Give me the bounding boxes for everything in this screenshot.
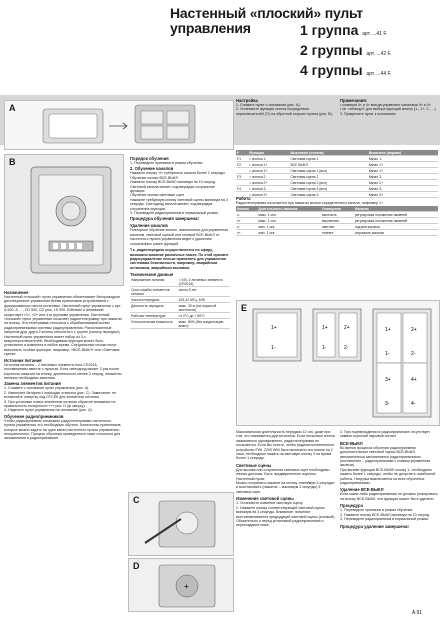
svg-text:1-: 1- [322, 345, 327, 351]
heading-radio: Обучение радиоприемников [4, 413, 64, 419]
function-table-header-cell: Функция [248, 150, 289, 156]
work-block [236, 196, 438, 236]
tech-cell: Дальность передачи [130, 303, 178, 313]
heading-save-scene: Изменение световой сцены [236, 496, 294, 502]
replace-steps: 1. Снимите с основания пульт управления (рис. A). 2. Извлеките батарею с помощью отвертки (рис. С). Замечание: не вставляйте отвертку под ОТСЕК для элементов питания. 3. При установке новых элементов питания обратите внимание на правильность полярности «+» рис. D (ф сверху). 4. Наденьте пульт управления на основание (рис. А). [4, 386, 116, 413]
figure-e-drawing [237, 301, 439, 425]
tech-row [130, 319, 230, 329]
figure-e: E 1+ 1- 1+ 2+ 1- 2- 1+ 2+ 1- 2- 3+ 4+ 3- 4- [236, 300, 440, 426]
function-table-cell: Канал 2- [368, 174, 438, 180]
tech-cell: макс. 30 м (на открытой местности) [178, 303, 230, 313]
function-table-header-cell: F [236, 150, 248, 156]
procedure-text: 1. Переведите приемник в режим обучения. 2. Нажмите кнопку ВСЕ-ВЫКЛ минимум на 10 секунд. 3. Переведите радиоприемник в нормальный режим. [340, 508, 430, 522]
work-table-cell: опускание жалюзи [354, 230, 438, 236]
heading-replace: Замена элементов питания [4, 381, 61, 387]
heading-procedure: Процедура [340, 503, 363, 509]
svg-text:2-: 2- [344, 345, 349, 351]
save-scene-text: 1. Установите значение световую сцену. 2. Нажмите кнопку соответствующей световой сцены минимум на 3 секунды. Внимание: значение восстанавливается предыдущей световой сцены (кнопкой). Обязательно и перед установкой радиоприемника и пересоздание ниже. [236, 501, 336, 528]
tech-row [130, 287, 230, 297]
function-table-cell: F2 [236, 162, 248, 168]
function-table-cell: = кнопка 2+ [248, 180, 289, 186]
order-step-3: 3. Переведите радиоприемник в нормальный режим. [130, 211, 219, 216]
function-table-cell: Световая сцена 2 [289, 174, 367, 180]
tech-cell: Напряжение питания [130, 277, 178, 287]
work-table-cell: мин. 1 сек. [257, 224, 321, 230]
work-table-cell: макс. 1 сек. [257, 218, 321, 224]
function-table-cell: F3 [236, 174, 248, 180]
tech-cell: макс. 80% (без конденсации влаги) [178, 319, 230, 329]
function-table-cell: F1 [236, 156, 248, 162]
work-table-cell: темнее [321, 230, 354, 236]
work-table [236, 206, 438, 236]
work-table-header-cell: Освещение [321, 206, 354, 212]
tech-row [130, 277, 230, 287]
order-done: Процедура обучения завершена! [130, 216, 199, 222]
function-table-cell: Канал 2+ [368, 180, 438, 186]
tech-cell: Частота передачи [130, 297, 178, 303]
svg-text:1-: 1- [271, 345, 276, 351]
work-table-cell: включить [321, 212, 354, 218]
function-table-cell: Световая сцена 3 (вкл) [289, 186, 367, 192]
setup-text: 1. Снимите пульт с основания (рис. А). 2. Установите функции кнопок посредством переключателей (☐) на обратной стороне пульта (рис. В). [236, 103, 333, 116]
delete-text: Повторное обучение кнопок, назначенных для управления каналом, световой сценой или кнопкой ВСЕ-ВЫКЛ от настенного пульта управления ведет к удалению сохраненных ранее функций. [130, 228, 229, 246]
power-text: Источник питания – 2 литиевых элемента типа CR2016, поставляемых вместе с пультом. Если светодиод мигает 3 раз после короткого нажатия на кнопку, длительность менее 2 секунд, элементы питания необходимо заменить. [4, 362, 122, 380]
tech-cell: Рабочая температура [130, 313, 178, 319]
page-title: Настенный «плоский» пульт управления [170, 5, 363, 36]
function-table [236, 150, 438, 198]
work-table-cell: светлее [321, 224, 354, 230]
function-table-cell: Канал 1- [368, 156, 438, 162]
figure-b-drawing [5, 155, 123, 285]
page-number: A 91 [412, 610, 423, 616]
figure-d: D + [128, 558, 234, 612]
figure-d-drawing [129, 559, 233, 611]
heading-notes: Примечания: [340, 98, 368, 103]
figure-b: B [4, 154, 124, 286]
function-table-cell: = кнопка 1+ [248, 162, 289, 168]
heading-purpose: Назначение [4, 290, 29, 295]
function-table-cell: Световая сцена 2 (вкл) [289, 180, 367, 186]
left-column [4, 290, 122, 441]
svg-text:2-: 2- [411, 351, 416, 357]
work-table-cell: выключить [321, 218, 354, 224]
function-table-cell: Канал 1+ [368, 168, 438, 174]
heading-power: Источник питания [4, 357, 42, 363]
work-table-cell: мин. 1 сек. [257, 230, 321, 236]
heading-tech: Технические данные [130, 272, 174, 278]
heading-delete: Удаление каналов [130, 223, 168, 229]
heading-training: 2. Обучение каналов [130, 166, 174, 172]
transmission-text: Максимальная длительность передачи 12 сек. даже при том, что нажимается другая кнопка. Если несколько кнопок нажимаются одновременно, радиотелеграмма не посылается. Если Вы хотите, чтобы радиоисполнительное устройство FWL 2200 WW было включено постоянно на 2 часа, необходимо нажать на световую кнопку 4 на время более 1 секунды. [236, 430, 336, 461]
training-text: Нажмите кнопку «I» требуемого канала более 1 секунды. Обучение кнопки ВСЕ-ВЫКЛ Нажмите кнопку ВСЕ-ВЫКЛ минимум на 10 секунд. Световой канала мигает, подтверждая сохранение функции. Обучение кнопки световые сцен Нажмите требуемую кнопку световой сцены минимум на 3 секунды. Светодиод канала мигает, подтверждая сохранение функции. [130, 171, 228, 211]
work-table-cell: x+ [236, 218, 257, 224]
lower-left-block [236, 430, 336, 528]
tech-cell: = 6 В, 2 литиевых элемента (CR2016) [178, 277, 230, 287]
heading-setup: Настройка [236, 98, 258, 103]
figure-a: A [4, 100, 234, 150]
notes-block [340, 98, 438, 116]
heading-delete-all-off: Удаление ВСЕ-ВЫКЛ [340, 487, 384, 493]
middle-column [130, 156, 230, 329]
work-table-cell: подъем жалюзи [354, 224, 438, 230]
figure-a-drawing [5, 101, 233, 149]
work-table-cell: регулировка положения ламелей [354, 218, 438, 224]
function-table-cell: ВСЕ ВЫКЛ [289, 162, 367, 168]
purpose-text: Настенный «плоский» пульт управления обеспечивает беспроводное дистанционное управление всеми приемными устройствами с фиксированного места установки. Настенный пульт управления с арт. А 500, А ... , CD 500, CD plus, LS 990, Edelstahl и Алюминий существует «1», «2» или 4-м группами управления. Настенный «плоский» пульт управления посылает радиотелеграмму при нажатии на кнопку. Эта телеграмма относится к обрабатываемой всеми радиоприемниками системы радиоуправления. Расположенные напротив друг друга 2 кнопки относятся к 1 группе (каналу передачи). Настенный пульт управления имеет набор из 3-х микропереключателей. Необходимым функции может быть установлен и изменена в любое время. Специальные кнопки могут выполнять особые функции, например, «ВСЕ-ВЫКЛ» или «Световая сцена». [4, 295, 122, 357]
scenes-text: Для вызова или сохранения световых сцен необходимо кнопки догосмы. Быть предварительно изучены. Настенный пульт. Можно сохранить нажатие на кнопку «минимум 3 секунда» и восстановить (нажатие – максимум 3 секунды) 5 световых сцен. [236, 467, 335, 494]
function-table-header-cell: Включено (вправо) [368, 150, 438, 156]
work-table-header-cell: Жалюзи [354, 206, 438, 212]
work-text: Радиотелеграмма посылается при нажатии кнопки определенного канала, например 1+. [236, 201, 385, 205]
svg-text:1+: 1+ [385, 327, 391, 333]
work-table-cell: регулировка положения ламелей [354, 212, 438, 218]
svg-text:3-: 3- [385, 401, 390, 407]
tech-cell: Срок службы элементов питания [130, 287, 178, 297]
function-table-cell: Световая сцена 1 [289, 156, 367, 162]
delete-all-off-text: Если какие-либо радиоприемники не должны реагировать на кнопку ВСЕ-ВЫКЛ, эти функции может быть удалено. [340, 492, 438, 501]
confirm-text: 3. При подтверждении в радиоприемнике отсутствует символ короткий звуковой сигнал. [340, 430, 430, 439]
heading-scenes: Световые сцены [236, 462, 272, 468]
heading-all-off: ВСЕ-ВЫКЛ [340, 440, 363, 446]
tech-cell: Относительная влажность [130, 319, 178, 329]
figure-c-drawing [129, 493, 233, 555]
group-4: 4 группы арт. ...44 F. [300, 62, 392, 78]
procedure-done: Процедура удаления завершена! [340, 523, 409, 529]
tech-table [130, 277, 230, 329]
group-1: 1 группа арт. ...41 F. [300, 22, 388, 38]
function-table-cell: = кнопка 1- [248, 156, 289, 162]
group-2: 2 группы арт. ...42 F. [300, 42, 392, 58]
setup-block [236, 98, 336, 116]
figure-c: C [128, 492, 234, 556]
tech-cell: 433,42 МГц, ASK [178, 297, 230, 303]
all-off-text: Во время процесса обучения радиоприемник дополнительные световой сцены ВСЕ-ВЫКЛ автоматически запоминается радиоприемником (исключение – радиоприемники с клавиш управления жалюзи). При вызове функции ВСЕ-ВЫКЛ кнопку 1- необходимо нажать более 1 секунды, чтобы не допустить ошибочной работы. Нагрузка выключается на всех обученных радиоприемниках. [340, 445, 436, 486]
function-table-cell: = кнопка 3+ [248, 192, 289, 198]
heading-order: Порядок обучения [130, 156, 169, 161]
svg-text:4+: 4+ [411, 377, 417, 383]
function-table-cell: = кнопка 2- [248, 174, 289, 180]
svg-text:3+: 3+ [385, 377, 391, 383]
tech-row [130, 303, 230, 313]
function-table-cell: Световая сцена 1 (вкл) [289, 168, 367, 174]
work-table-cell: x- [236, 212, 257, 218]
function-table-cell: = кнопка 3- [248, 186, 289, 192]
svg-text:1+: 1+ [271, 325, 277, 331]
lower-right-block [340, 430, 438, 529]
svg-text:1-: 1- [385, 351, 390, 357]
function-table-cell: Канал 3+ [368, 192, 438, 198]
work-table-row [236, 230, 438, 236]
svg-text:1+: 1+ [322, 325, 328, 331]
function-table-cell: F4 [236, 186, 248, 192]
svg-text:2+: 2+ [344, 325, 350, 331]
safety-note: Т.к. радиопередача осуществляется по эфиру, возможно влияние различных помех. По этой причине радиоуправление нельзя применять для управления системами безопасности, например, аварийным остановом, аварийным вызовом. [130, 248, 229, 270]
function-table-wrap [236, 150, 438, 198]
function-table-header-cell: Выключен (отмена) [289, 150, 367, 156]
order-step-1: 1. Переведите приемник в режим обучения. [130, 161, 204, 165]
function-table-cell: Канал 3- [368, 186, 438, 192]
tech-cell: от 0°С до + 55°С [178, 313, 230, 319]
radio-text: Чтобы радиоприемник опознавал радиотелеграммы настенного пульта управления, его необходимо обучить. Количество приемников, которые можно задать на один канал настенного пульта управления, неограниченно. Процесс обучения приведенного ниже относится для запоминания в радиоприемнике. [4, 418, 122, 441]
notes-text: • клавиши 4« и 4« всегда управляют каналами 4« и 4« • св. таблицу Е для выбора функций кнопок (1-, 1+, 2-, ...) 3. Прикрепите пульт к основанию. [340, 103, 436, 116]
group-list [300, 22, 438, 82]
tech-cell: около 5 лет [178, 287, 230, 297]
function-table-cell: Световая сцена 3 [289, 192, 367, 198]
svg-text:2+: 2+ [411, 327, 417, 333]
heading-work: Работа [236, 196, 251, 201]
function-table-cell: Канал 1+ [368, 162, 438, 168]
function-table-cell: = кнопка 1+ [248, 168, 289, 174]
work-table-cell: x+ [236, 230, 257, 236]
work-table-cell: макс. 1 сек. [257, 212, 321, 218]
svg-text:+: + [184, 582, 189, 591]
svg-text:4-: 4- [411, 401, 416, 407]
work-table-header-cell: Кнопка [236, 206, 257, 212]
work-table-cell: x- [236, 224, 257, 230]
work-table-header-cell: Длительность нажатия [257, 206, 321, 212]
